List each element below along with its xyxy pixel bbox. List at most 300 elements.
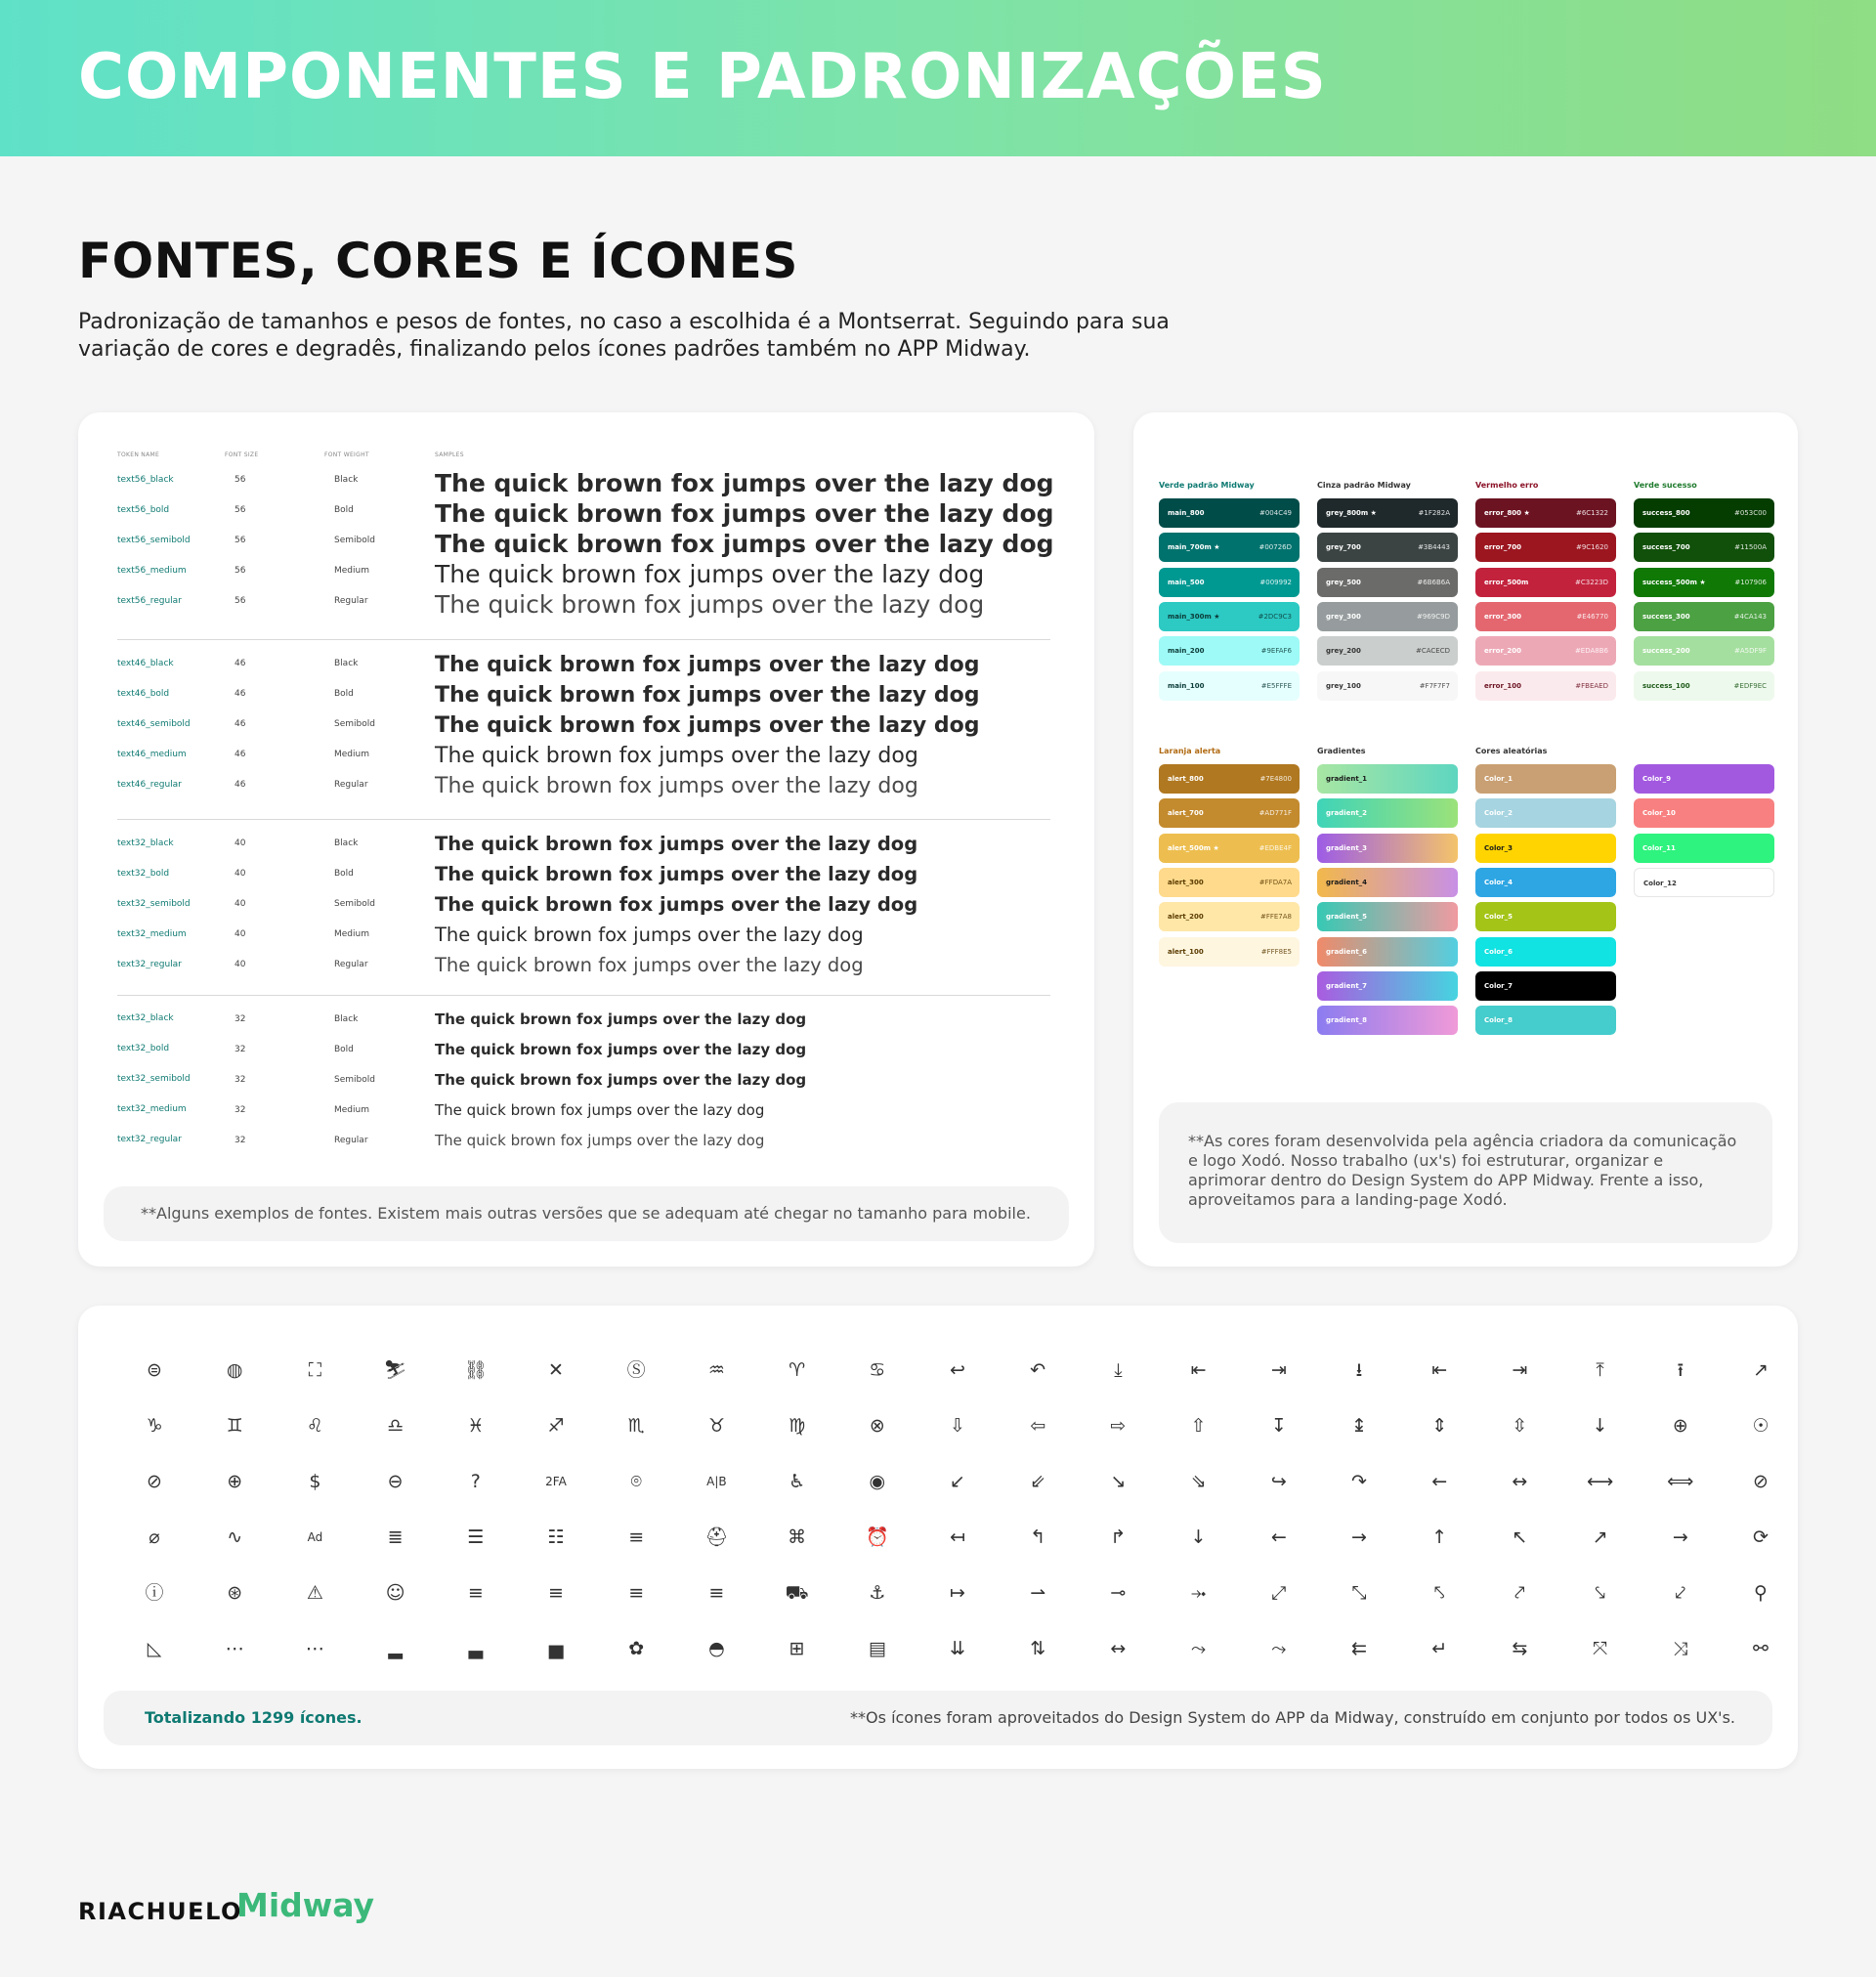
arrow-down-left-circle-icon: ⇙ xyxy=(1030,1470,1046,1492)
swatch-name: main_300m ★ xyxy=(1168,612,1220,621)
swatch-hex: #FFE7A8 xyxy=(1259,913,1292,922)
swatch-name: success_200 xyxy=(1642,647,1690,656)
arrow-left-simple-icon: ← xyxy=(1270,1526,1287,1548)
arrow-down-outline-icon: ⇩ xyxy=(950,1414,965,1437)
color-swatch xyxy=(1634,834,1774,863)
signal-off-icon: ⌀ xyxy=(149,1526,160,1548)
font-weight: Black xyxy=(334,475,359,485)
swatch-name: grey_100 xyxy=(1326,681,1361,690)
swatch-name: alert_100 xyxy=(1168,947,1204,956)
steps-icon: ⛓ xyxy=(463,1358,488,1381)
font-sample: The quick brown fox jumps over the lazy dog xyxy=(435,774,918,798)
font-weight-header: FONT WEIGHT xyxy=(324,451,369,458)
color-swatch xyxy=(1317,834,1458,863)
swatch-name: success_100 xyxy=(1642,681,1690,690)
swatch-name: alert_800 xyxy=(1168,775,1204,783)
color-swatch xyxy=(1634,602,1774,631)
color-swatch xyxy=(1475,937,1616,967)
alert-triangle-icon: ⚠ xyxy=(306,1581,323,1604)
swatch-hex: #6C1322 xyxy=(1575,509,1608,517)
airbag-icon: ⛑ xyxy=(704,1526,729,1548)
font-size: 46 xyxy=(234,659,246,668)
font-sample: The quick brown fox jumps over the lazy dog xyxy=(435,863,918,885)
dots-bar-icon: ⋯ xyxy=(305,1637,324,1659)
fonts-note: **Alguns exemplos de fontes. Existem mais outras versões que se adequam até chegar no tamanho para mobile. xyxy=(141,1204,1031,1223)
swatch-hex: #004C49 xyxy=(1258,509,1292,517)
color-swatch xyxy=(1317,764,1458,794)
color-swatch xyxy=(1634,498,1774,528)
swatch-hex: #F7F7F7 xyxy=(1419,681,1450,690)
font-size: 46 xyxy=(234,780,246,790)
arrow-up-right-circle-icon: ↗ xyxy=(1753,1358,1769,1381)
alert-circle-icon: ⓘ xyxy=(145,1581,164,1604)
swatch-name: main_800 xyxy=(1168,509,1205,517)
font-sample: The quick brown fox jumps over the lazy dog xyxy=(435,954,864,976)
arrow-up-bar-icon: ⤒ xyxy=(1596,1358,1604,1381)
font-weight: Semibold xyxy=(334,1075,375,1085)
align-right-icon: ≡ xyxy=(708,1581,725,1604)
swatch-name: Color_4 xyxy=(1484,878,1513,886)
swatch-name: main_200 xyxy=(1168,647,1205,656)
swatch-name: Color_7 xyxy=(1484,981,1513,990)
colors-note-box xyxy=(1159,1102,1772,1243)
color-group-title: Verde padrão Midway xyxy=(1159,481,1255,490)
font-size-header: FONT SIZE xyxy=(225,451,259,458)
font-weight: Regular xyxy=(334,780,368,790)
vertical-range-icon: ⇳ xyxy=(1512,1414,1528,1437)
arrow-right-range-icon: ⤞ xyxy=(1190,1581,1207,1604)
color-swatch xyxy=(1475,798,1616,828)
swatch-name: error_500m xyxy=(1484,578,1529,586)
cancer-icon: ♋ xyxy=(869,1358,886,1381)
font-weight: Medium xyxy=(334,750,369,759)
scan-face-icon: ⌾ xyxy=(630,1470,642,1492)
font-size: 40 xyxy=(234,838,246,848)
arrow-right-to-bar-icon: ⇥ xyxy=(1512,1358,1528,1381)
color-swatch xyxy=(1159,798,1300,828)
font-weight: Bold xyxy=(334,689,354,699)
2fa-icon: 2FA xyxy=(545,1475,567,1488)
swatch-name: grey_200 xyxy=(1326,647,1361,656)
token-name: text32_semibold xyxy=(117,1074,191,1084)
color-swatch xyxy=(1159,834,1300,863)
horizontal-range-icon: ↔ xyxy=(1512,1470,1528,1492)
font-sample: The quick brown fox jumps over the lazy dog xyxy=(435,893,918,916)
redo-curve-icon: ↪ xyxy=(1270,1470,1287,1492)
arrow-down-icon: ↓ xyxy=(1592,1414,1608,1437)
token-name: text46_black xyxy=(117,659,174,668)
chart-person-icon: ⛶ xyxy=(308,1358,322,1381)
riachuelo-logo: RIACHUELO xyxy=(78,1898,242,1925)
zoom-check-icon: ⊘ xyxy=(147,1470,162,1492)
color-swatch xyxy=(1317,798,1458,828)
swatch-name: success_500m ★ xyxy=(1642,578,1706,586)
font-sample: The quick brown fox jumps over the lazy dog xyxy=(435,469,1054,497)
color-swatch xyxy=(1159,636,1300,666)
color-swatch xyxy=(1475,1006,1616,1035)
font-size: 32 xyxy=(234,1136,246,1145)
swatch-hex: #EDBE4F xyxy=(1258,843,1292,852)
color-swatch xyxy=(1475,498,1616,528)
archive-icon: ▤ xyxy=(868,1637,886,1659)
font-size: 32 xyxy=(234,1045,246,1054)
arrow-left-icon: ← xyxy=(1431,1470,1448,1492)
color-swatch xyxy=(1634,533,1774,562)
token-name: text32_black xyxy=(117,838,174,848)
color-swatch xyxy=(1634,568,1774,597)
font-sample: The quick brown fox jumps over the lazy dog xyxy=(435,1071,807,1089)
color-swatch xyxy=(1317,902,1458,931)
font-weight: Black xyxy=(334,838,359,848)
zoom-dollar-icon: $ xyxy=(309,1470,321,1492)
color-swatch xyxy=(1159,533,1300,562)
token-name: text32_medium xyxy=(117,929,187,939)
align-left-icon: ≡ xyxy=(628,1581,645,1604)
swatch-name: grey_300 xyxy=(1326,612,1361,621)
height-icon: ↨ xyxy=(1351,1414,1367,1437)
color-swatch xyxy=(1317,937,1458,967)
icons-total: Totalizando 1299 ícones. xyxy=(145,1708,362,1727)
leo-icon: ♌ xyxy=(306,1414,323,1437)
arrow-down-left-icon: ↙ xyxy=(950,1470,965,1492)
swatch-name: main_700m ★ xyxy=(1168,543,1220,552)
libra-icon: ♎ xyxy=(387,1414,405,1437)
swatch-name: alert_300 xyxy=(1168,878,1204,886)
arrows-diagonal-icon: ⤢ xyxy=(1271,1581,1287,1604)
broadcast-icon: ◉ xyxy=(869,1470,886,1492)
color-swatch xyxy=(1475,868,1616,897)
font-size: 46 xyxy=(234,750,246,759)
swatch-name: alert_200 xyxy=(1168,913,1204,922)
font-weight: Semibold xyxy=(334,536,375,545)
arrows-diagonal-2-icon: ⤡ xyxy=(1351,1581,1367,1604)
swatch-name: gradient_1 xyxy=(1326,775,1368,783)
bike-icon: ⚲ xyxy=(1754,1581,1768,1604)
color-swatch xyxy=(1475,602,1616,631)
alert-octagon-icon: ⊛ xyxy=(227,1581,243,1604)
token-name: text56_medium xyxy=(117,566,187,576)
arrow-down-bar-icon: ⤓ xyxy=(1114,1358,1123,1381)
icons-note: **Os ícones foram aproveitados do Design System do APP da Midway, construído em conjunto por todos os UX's. xyxy=(850,1708,1735,1727)
swatch-hex: #9C1620 xyxy=(1575,543,1608,552)
swatch-name: error_200 xyxy=(1484,647,1522,656)
arrows-diagonal-min-2-icon: ⤤ xyxy=(1514,1581,1525,1604)
font-size: 56 xyxy=(234,566,246,576)
arrows-diagonal-min-icon: ⤣ xyxy=(1433,1581,1445,1604)
font-size: 40 xyxy=(234,960,246,969)
arrow-right-circle-end-icon: ⇀ xyxy=(1030,1581,1046,1604)
token-name: text32_regular xyxy=(117,1135,182,1144)
font-sample: The quick brown fox jumps over the lazy dog xyxy=(435,833,918,855)
swatch-name: success_700 xyxy=(1642,543,1690,552)
swatch-hex: #E5FFFE xyxy=(1260,681,1292,690)
font-size: 56 xyxy=(234,475,246,485)
font-sample: The quick brown fox jumps over the lazy dog xyxy=(435,1041,807,1058)
color-group-title: Cores aleatórias xyxy=(1475,747,1548,755)
swatch-name: gradient_3 xyxy=(1326,843,1368,852)
token-name: text56_black xyxy=(117,475,174,485)
swatch-hex: #969C9D xyxy=(1417,612,1450,621)
aquarius-icon: ♒ xyxy=(707,1358,725,1381)
swatch-hex: #CACECD xyxy=(1415,647,1450,656)
font-size: 40 xyxy=(234,869,246,879)
font-size: 32 xyxy=(234,1075,246,1085)
arrows-link-icon: ⚯ xyxy=(1753,1637,1769,1659)
swatch-name: main_100 xyxy=(1168,681,1205,690)
align-center-icon: ≡ xyxy=(467,1581,484,1604)
arrow-right-dot-icon: ⊸ xyxy=(1110,1581,1127,1604)
token-name: text32_bold xyxy=(117,1044,170,1053)
air-sensor-icon: ⌘ xyxy=(788,1526,807,1548)
token-name: text56_regular xyxy=(117,596,182,606)
width-icon: ⟷ xyxy=(1586,1470,1614,1492)
color-group-title: Laranja alerta xyxy=(1159,747,1221,755)
token-name: text32_medium xyxy=(117,1104,187,1114)
font-weight: Regular xyxy=(334,596,368,606)
font-size: 56 xyxy=(234,596,246,606)
swatch-hex: #FBEAED xyxy=(1575,681,1608,690)
swatch-name: gradient_8 xyxy=(1326,1016,1368,1025)
color-swatch xyxy=(1159,764,1300,794)
swatch-hex: #053C00 xyxy=(1733,509,1767,517)
swatch-hex: #6B6B6A xyxy=(1417,578,1450,586)
token-name: text56_bold xyxy=(117,505,170,515)
arrows-join-2-icon: ⤳ xyxy=(1271,1637,1287,1659)
bars-low-icon: ▂ xyxy=(388,1637,403,1659)
aperture-icon: ✿ xyxy=(628,1637,645,1659)
settings-lines-icon: ≡ xyxy=(628,1526,645,1548)
color-group-title: Verde sucesso xyxy=(1634,481,1697,490)
swatch-hex: #AD771F xyxy=(1258,809,1292,818)
arrow-right-bar-icon: ↦ xyxy=(950,1581,965,1604)
block-icon: ⊘ xyxy=(1753,1470,1769,1492)
arrow-down-simple-icon: ↓ xyxy=(1190,1526,1207,1548)
arrows-diagonal-swap-icon: ⤦ xyxy=(1675,1581,1686,1604)
color-swatch xyxy=(1475,568,1616,597)
icons-card xyxy=(78,1306,1798,1769)
fonts-card xyxy=(78,412,1094,1267)
color-swatch xyxy=(1475,834,1616,863)
swatch-name: gradient_7 xyxy=(1326,981,1368,990)
font-sample: The quick brown fox jumps over the lazy dog xyxy=(435,560,985,588)
font-weight: Semibold xyxy=(334,719,375,729)
swatch-name: gradient_4 xyxy=(1326,878,1368,886)
font-sample: The quick brown fox jumps over the lazy dog xyxy=(435,924,864,946)
alien-icon: ☺ xyxy=(385,1581,405,1604)
swatch-hex: #EDA8B6 xyxy=(1574,647,1608,656)
swatch-name: error_800 ★ xyxy=(1484,509,1530,517)
font-group-divider xyxy=(117,639,1050,640)
swatch-name: success_800 xyxy=(1642,509,1690,517)
swatch-name: error_700 xyxy=(1484,543,1522,552)
forward-icon: ↷ xyxy=(1351,1470,1367,1492)
colors-note: **As cores foram desenvolvida pela agência criadora da comunicação e logo Xodó. Nosso trabalho (ux's) foi estruturar, organizar e aprimorar dentro do Design System do APP Midway. Frente a isso, aproveitamos para a landing-page Xodó. xyxy=(1188,1132,1737,1209)
color-swatch xyxy=(1317,1006,1458,1035)
arrow-left-outline-icon: ⇦ xyxy=(1030,1414,1046,1437)
color-swatch xyxy=(1317,868,1458,897)
swatch-hex: #00726D xyxy=(1258,543,1292,552)
swatch-name: error_300 xyxy=(1484,612,1522,621)
ambulance-icon: ⛟ xyxy=(785,1581,809,1604)
color-swatch xyxy=(1634,671,1774,701)
dots-icon: ⋯ xyxy=(225,1637,244,1659)
color-swatch xyxy=(1317,636,1458,666)
arrows-left-down-icon: ↵ xyxy=(1431,1637,1448,1659)
arrow-up-simple-icon: ↑ xyxy=(1431,1526,1448,1548)
arrow-left-bar-icon: ⇤ xyxy=(1190,1358,1207,1381)
swatch-name: main_500 xyxy=(1168,578,1205,586)
token-name: text46_medium xyxy=(117,750,187,759)
arrow-right-simple-icon: → xyxy=(1351,1526,1367,1548)
swatch-hex: #11500A xyxy=(1734,543,1767,552)
font-weight: Bold xyxy=(334,869,354,879)
swatch-name: alert_700 xyxy=(1168,809,1204,818)
token-name: text32_regular xyxy=(117,960,182,969)
return-icon: ↩ xyxy=(950,1358,965,1381)
capricorn-icon: ♑ xyxy=(146,1414,163,1437)
zoom-in-icon: ⊕ xyxy=(227,1470,243,1492)
font-weight: Medium xyxy=(334,566,369,576)
arrow-turn-left-icon: ↰ xyxy=(1030,1526,1046,1548)
swatch-name: grey_800m ★ xyxy=(1326,509,1377,517)
color-group-title: Gradientes xyxy=(1317,747,1366,755)
color-swatch xyxy=(1159,602,1300,631)
swatch-hex: #1F282A xyxy=(1418,509,1450,517)
swatch-name: gradient_6 xyxy=(1326,947,1368,956)
zoom-out-icon: ⊖ xyxy=(387,1470,404,1492)
taurus-icon: ♉ xyxy=(707,1414,725,1437)
section-title: FONTES, CORES E ÍCONES xyxy=(78,233,798,289)
font-sample: The quick brown fox jumps over the lazy dog xyxy=(435,744,918,768)
sagittarius-icon: ♐ xyxy=(547,1414,565,1437)
font-size: 40 xyxy=(234,929,246,939)
font-sample: The quick brown fox jumps over the lazy dog xyxy=(435,1132,765,1149)
color-swatch xyxy=(1475,533,1616,562)
font-size: 46 xyxy=(234,719,246,729)
swatch-name: gradient_2 xyxy=(1326,809,1368,818)
token-name: text32_bold xyxy=(117,869,170,879)
bar-arrow-left-icon: ⇤ xyxy=(1431,1358,1448,1381)
font-group-divider xyxy=(117,819,1050,820)
arrows-diagonal-max-icon: ⤥ xyxy=(1595,1581,1605,1604)
arrows-left-icon: ⇇ xyxy=(1351,1637,1367,1659)
swatch-name: gradient_5 xyxy=(1326,913,1368,922)
swatch-hex: #E46770 xyxy=(1576,612,1608,621)
color-swatch xyxy=(1317,971,1458,1001)
activity-icon: ∿ xyxy=(227,1526,243,1548)
swatch-name: alert_500m ★ xyxy=(1168,843,1219,852)
anchor-icon: ⚓ xyxy=(869,1581,886,1604)
swatch-name: Color_5 xyxy=(1484,913,1513,922)
height-alt-icon: ⇕ xyxy=(1431,1414,1448,1437)
sliders-alt-icon: ☷ xyxy=(547,1526,565,1548)
apple-icon: ☉ xyxy=(1752,1414,1769,1437)
font-size: 56 xyxy=(234,505,246,515)
font-weight: Semibold xyxy=(334,899,375,909)
color-swatch xyxy=(1475,902,1616,931)
arrow-down-circle-icon: ⊕ xyxy=(1672,1414,1688,1437)
color-swatch xyxy=(1475,636,1616,666)
swatch-name: success_300 xyxy=(1642,612,1690,621)
swatch-hex: #4CA143 xyxy=(1733,612,1767,621)
download-icon: ⭳ xyxy=(1355,1358,1363,1381)
pisces-icon: ♓ xyxy=(467,1414,485,1437)
color-swatch xyxy=(1475,971,1616,1001)
font-sample: The quick brown fox jumps over the lazy dog xyxy=(435,1101,765,1119)
accessibility-icon: ♿ xyxy=(789,1470,806,1492)
apps-add-icon: ⊞ xyxy=(789,1637,805,1659)
font-weight: Medium xyxy=(334,1105,369,1115)
swatch-name: Color_10 xyxy=(1642,809,1676,818)
swatch-name: Color_11 xyxy=(1642,843,1676,852)
color-swatch xyxy=(1159,498,1300,528)
font-sample: The quick brown fox jumps over the lazy dog xyxy=(435,683,980,708)
globe-icon: ◍ xyxy=(226,1358,243,1381)
midway-logo: Midway xyxy=(236,1886,375,1924)
swatch-name: error_100 xyxy=(1484,681,1522,690)
font-weight: Bold xyxy=(334,505,354,515)
swatch-hex: #A5DF9F xyxy=(1733,647,1767,656)
swatch-hex: #3B4443 xyxy=(1418,543,1450,552)
bars-mid-icon: ▃ xyxy=(468,1637,484,1659)
section-description: Padronização de tamanhos e pesos de fontes, no caso a escolhida é a Montserrat. Seguindo para sua variação de cores e degradês, finalizando pelos ícones padrões também no APP Midway. xyxy=(78,310,1170,362)
align-justified-icon: ≡ xyxy=(548,1581,564,1604)
color-swatch xyxy=(1159,868,1300,897)
close-icon: ✕ xyxy=(548,1358,564,1381)
color-swatch xyxy=(1159,568,1300,597)
color-swatch xyxy=(1159,671,1300,701)
color-swatch xyxy=(1634,636,1774,666)
swatch-name: grey_700 xyxy=(1326,543,1361,552)
aries-icon: ♈ xyxy=(789,1358,806,1381)
color-swatch xyxy=(1475,764,1616,794)
token-name-header: TOKEN NAME xyxy=(117,451,160,458)
color-swatch xyxy=(1159,902,1300,931)
font-sample: The quick brown fox jumps over the lazy dog xyxy=(435,653,980,677)
color-swatch xyxy=(1159,937,1300,967)
token-name: text32_semibold xyxy=(117,899,191,909)
ad-icon: Ad xyxy=(307,1530,323,1544)
fonts-note-box xyxy=(104,1186,1069,1241)
color-swatch xyxy=(1317,602,1458,631)
arrow-right-outline-icon: ⇨ xyxy=(1110,1414,1127,1437)
fork-left-icon: ↖ xyxy=(1512,1526,1528,1548)
bars-high-icon: ▅ xyxy=(548,1637,564,1659)
font-sample: The quick brown fox jumps over the lazy dog xyxy=(435,590,985,619)
arrow-left-range-icon: ↤ xyxy=(950,1526,965,1548)
swatch-name: Color_3 xyxy=(1484,843,1513,852)
color-swatch xyxy=(1317,671,1458,701)
token-name: text46_regular xyxy=(117,780,182,790)
swatch-name: Color_6 xyxy=(1484,947,1513,956)
arrows-maximize-icon: ⤧ xyxy=(1592,1637,1608,1659)
arrow-turn-right-icon: ↱ xyxy=(1110,1526,1127,1548)
token-name: text56_semibold xyxy=(117,536,191,545)
color-swatch xyxy=(1475,671,1616,701)
swatch-hex: #107906 xyxy=(1734,578,1767,586)
sliders-icon: ☰ xyxy=(467,1526,485,1548)
scorpio-icon: ♏ xyxy=(627,1414,645,1437)
color-group-title: Cinza padrão Midway xyxy=(1317,481,1411,490)
font-weight: Black xyxy=(334,1014,359,1024)
samples-header: SAMPLES xyxy=(435,451,464,458)
apple-fruit-icon: ◓ xyxy=(708,1637,725,1659)
swatch-hex: #C3223D xyxy=(1575,578,1608,586)
font-weight: Regular xyxy=(334,960,368,969)
font-sample: The quick brown fox jumps over the lazy dog xyxy=(435,713,980,738)
arrows-down-up-icon: ⇅ xyxy=(1030,1637,1046,1659)
colors-card xyxy=(1133,412,1798,1267)
